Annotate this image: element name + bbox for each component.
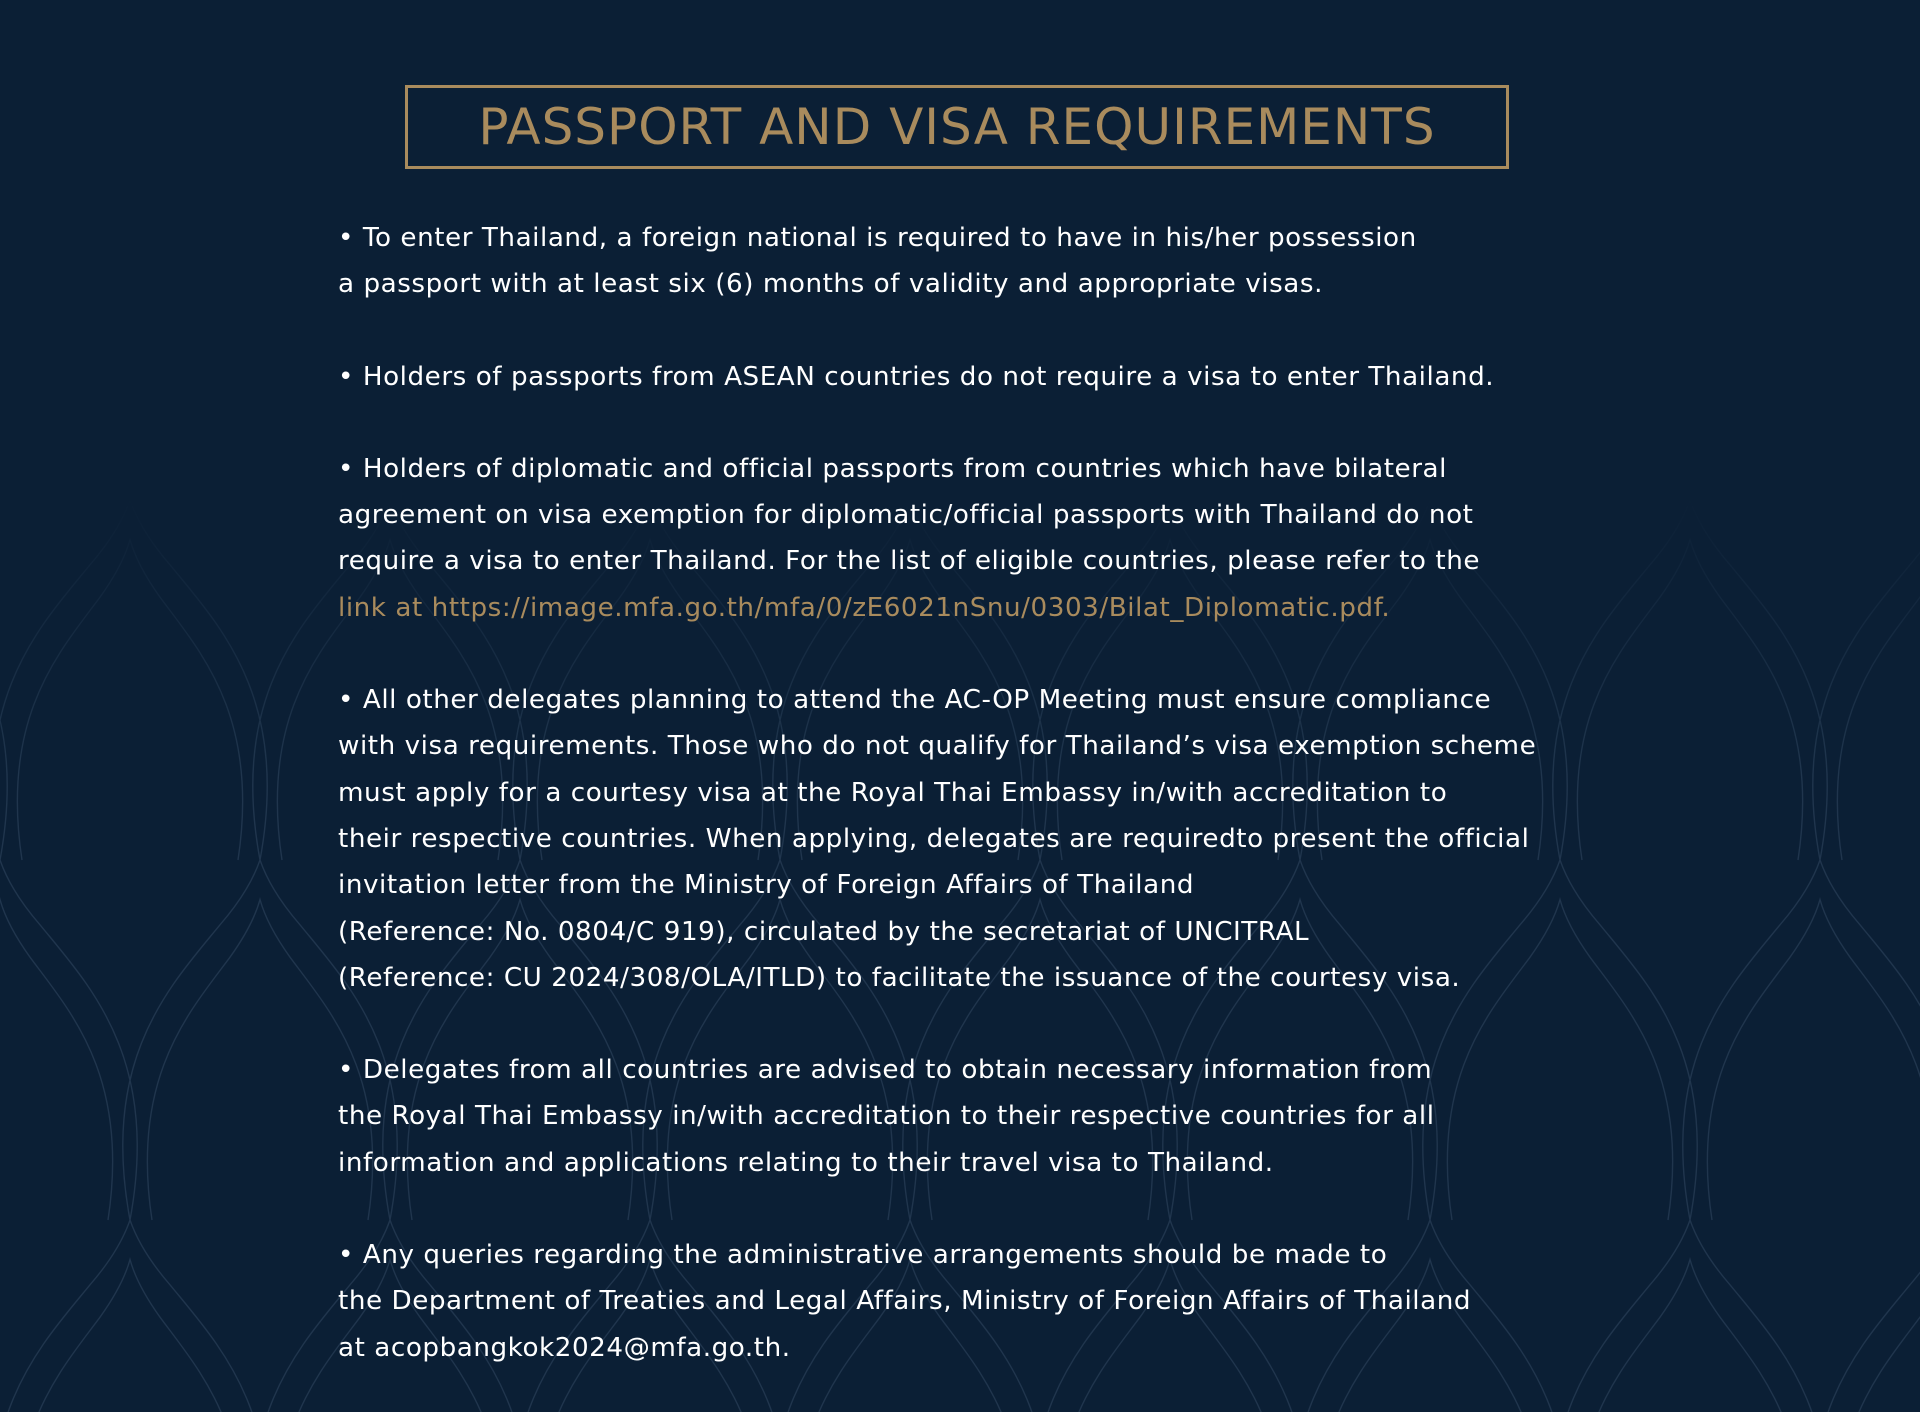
text-line: • Delegates from all countries are advised to obtain necessary information from	[338, 1055, 1433, 1086]
text-line: their respective countries. When applying, delegates are requiredto present the official	[338, 823, 1530, 854]
bilateral-list-link[interactable]: link at https://image.mfa.go.th/mfa/0/zE6021nSnu/0303/Bilat_Diplomatic.pdf.	[338, 592, 1391, 623]
text-line: the Department of Treaties and Legal Affairs, Ministry of Foreign Affairs of Thailand	[338, 1286, 1472, 1317]
paragraph-courtesy-visa	[338, 677, 1578, 1001]
paragraph-diplomatic	[338, 446, 1578, 631]
text-line: require a visa to enter Thailand. For the list of eligible countries, please refer to the	[338, 546, 1481, 577]
paragraph-passport-validity	[338, 215, 1578, 308]
text-line: • Holders of passports from ASEAN countries do not require a visa to enter Thailand.	[338, 361, 1495, 392]
text-line: • Holders of diplomatic and official passports from countries which have bilateral	[338, 453, 1447, 484]
text-line: at acopbangkok2024@mfa.go.th.	[338, 1332, 791, 1363]
text-line: invitation letter from the Ministry of Foreign Affairs of Thailand	[338, 870, 1195, 901]
text-line: a passport with at least six (6) months of validity and appropriate visas.	[338, 269, 1323, 300]
text-line: agreement on visa exemption for diplomatic/official passports with Thailand do not	[338, 500, 1474, 531]
text-line: (Reference: No. 0804/C 919), circulated by the secretariat of UNCITRAL	[338, 916, 1310, 947]
text-line: must apply for a courtesy visa at the Royal Thai Embassy in/with accreditation to	[338, 777, 1448, 808]
title-box	[405, 85, 1509, 169]
text-line: • To enter Thailand, a foreign national is required to have in his/her possession	[338, 223, 1417, 253]
paragraph-queries	[338, 1232, 1578, 1371]
text-line: • Any queries regarding the administrative arrangements should be made to	[338, 1240, 1388, 1271]
text-line: (Reference: CU 2024/308/OLA/ITLD) to facilitate the issuance of the courtesy visa.	[338, 962, 1461, 993]
text-line: • All other delegates planning to attend the AC-OP Meeting must ensure compliance	[338, 685, 1492, 716]
paragraph-embassy-advice	[338, 1047, 1578, 1186]
text-line: with visa requirements. Those who do not qualify for Thailand’s visa exemption scheme	[338, 731, 1537, 762]
text-line: information and applications relating to their travel visa to Thailand.	[338, 1147, 1274, 1178]
text-line: the Royal Thai Embassy in/with accreditation to their respective countries for all	[338, 1101, 1435, 1132]
paragraph-asean	[338, 354, 1578, 400]
page-title: PASSPORT AND VISA REQUIREMENTS	[478, 98, 1436, 156]
requirements-body	[338, 215, 1578, 1371]
